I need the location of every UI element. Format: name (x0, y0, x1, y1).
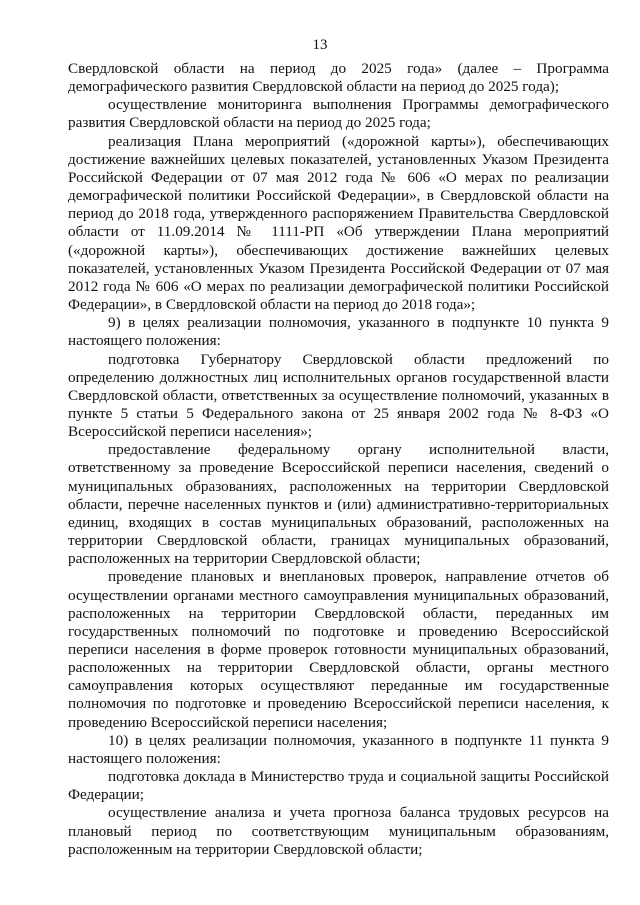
paragraph-continuation: Свердловской области на период до 2025 года» (далее – Программа демографического развития Свердловской области на период до 2025 года); (68, 60, 609, 96)
paragraph-monitoring: осуществление мониторинга выполнения Программы демографического развития Свердловской области на период до 2025 года; (68, 96, 609, 132)
paragraph-proposals: подготовка Губернатору Свердловской области предложений по определению должностных лиц исполнительных органов государственной власти Свердловской области, ответственных за осуществление полномочий, указанных в пункте 5 статьи 5 Федерального закона от 25 января 2002 года № 8-ФЗ «О Всероссийской переписи населения»; (68, 350, 609, 441)
paragraph-item-10: 10) в целях реализации полномочия, указанного в подпункте 11 пункта 9 настоящего положения: (68, 731, 609, 767)
paragraph-inspections: проведение плановых и внеплановых проверок, направление отчетов об осуществлении органами местного самоуправления муниципальных образований, расположенных на территории Свердловской области, переданных им государственных полномочий по подготовке и проведению Всероссийской переписи населения в форме проверок готовности муниципальных образований, расположенных на территории Свердловской области, органы местного самоуправления которых осуществляют переданные им государственные полномочия по подготовке и проведению Всероссийской переписи населения, к проведению Всероссийской переписи населения; (68, 568, 609, 731)
page-number: 13 (312, 37, 328, 53)
paragraph-report: подготовка доклада в Министерство труда и социальной защиты Российской Федерации; (68, 768, 609, 804)
paragraph-census-info: предоставление федеральному органу исполнительной власти, ответственному за проведение Всероссийской переписи населения, сведений о муниципальных образованиях, расположенных на территории Свердловской области, перечне населенных пунктов и (или) административно-территориальных единиц, входящих в состав муниципальных образований, расположенных на территории Свердловской области, границах муниципальных образований, расположенных на территории Свердловской области; (68, 441, 609, 568)
paragraph-item-9: 9) в целях реализации полномочия, указанного в подпункте 10 пункта 9 настоящего положения: (68, 314, 609, 350)
paragraph-roadmap: реализация Плана мероприятий («дорожной карты»), обеспечивающих достижение важнейших целевых показателей, установленных Указом Президента Российской Федерации от 07 мая 2012 года № 606 «О мерах по реализации демографической политики Российской Федерации», в Свердловской области на период до 2018 года, утвержденного распоряжением Правительства Свердловской области от 11.09.2014 № 1111-РП «Об утверждении Плана мероприятий («дорожной карты»), обеспечивающих достижение важнейших целевых показателей, установленных Указом Президента Российской Федерации от 07 мая 2012 года № 606 «О мерах по реализации демографической политики Российской Федерации», в Свердловской области на период до 2018 года»; (68, 132, 609, 314)
document-body (68, 60, 609, 859)
paragraph-labor-balance: осуществление анализа и учета прогноза баланса трудовых ресурсов на плановый период по соответствующим муниципальным образованиям, расположенным на территории Свердловской области; (68, 804, 609, 858)
